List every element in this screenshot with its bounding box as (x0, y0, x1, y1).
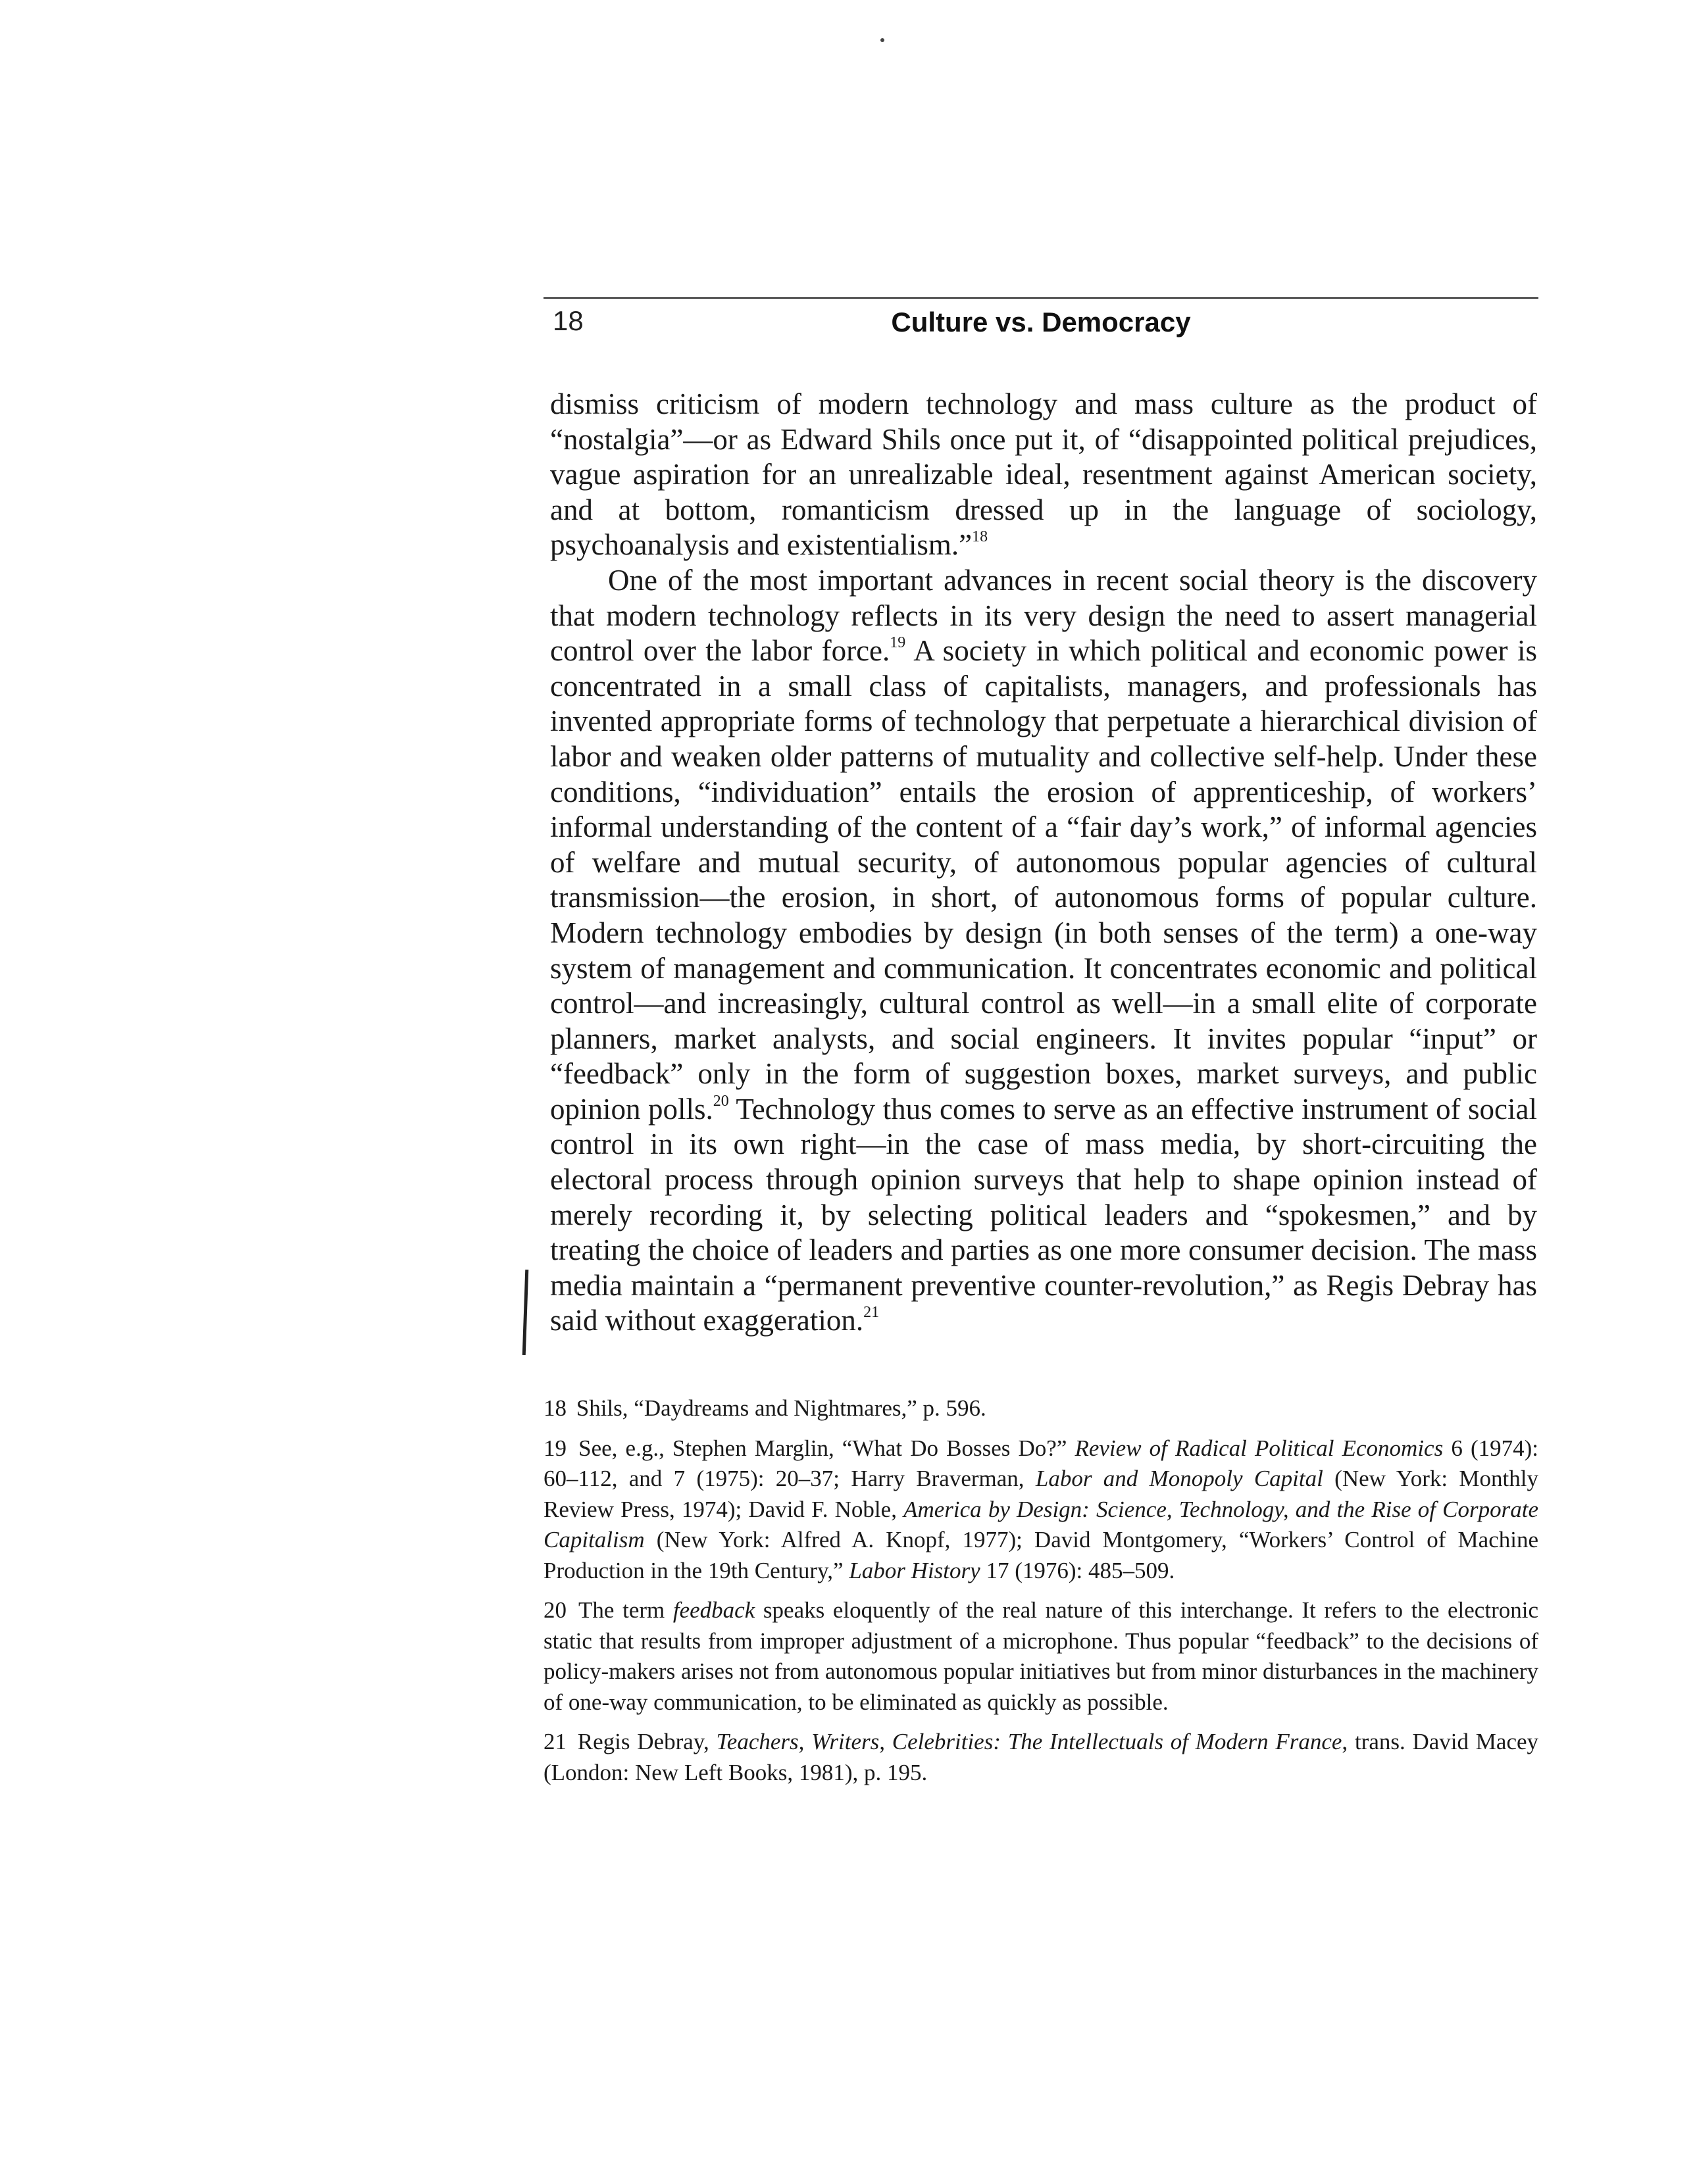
paragraph-1 (550, 387, 1537, 563)
footnote-ref-20[interactable]: 20 (713, 1092, 729, 1110)
footnote-ref-21[interactable]: 21 (863, 1304, 880, 1322)
scan-speck (880, 38, 884, 42)
book-title: Labor and Monopoly Capital (1035, 1466, 1323, 1491)
paragraph-2-part-b: A society in which political and economic power is concentrated in a small class of capitalists, managers, and professionals has invented appropriate forms of technology that perpetuate a hierarchical division of labor and weaken older patterns of mutuality and collective self-help. Under these conditions, “individuation” entails the erosion of apprenticeship, of workers’ informal understanding of the content of a “fair day’s work,” of informal agencies of welfare and mutual security, of autonomous popular agencies of cultural transmission—the erosion, in short, of autonomous forms of popular culture. Modern technology embodies by design (in both senses of the term) a one-way system of management and communication. It concentrates economic and political control—and increasingly, cultural control as well—in a small elite of corporate planners, market analysts, and social engineers. It invites popular “input” or “feedback” only in the form of suggestion boxes, market surveys, and public opinion polls. (550, 634, 1537, 1126)
book-title: America by Design: Science, Technology, and the Rise of Corporate Capitalism (544, 1496, 1539, 1552)
footnote-19 (544, 1433, 1538, 1587)
footnote-text: See, e.g., Stephen Marglin, “What Do Bosses Do?” (578, 1435, 1075, 1461)
paragraph-1-text: dismiss criticism of modern technology and mass culture as the product of “nostalgia”—or as Edward Shils once put it, of “disappointed political prejudices, vague aspiration for an unrealizable ideal, resentment against American society, and at bottom, romanticism dressed up in the language of sociology, psychoanalysis and existentialism.” (550, 387, 1537, 562)
footnote-number: 19 (544, 1435, 567, 1461)
footnotes (544, 1393, 1538, 1797)
journal-title: Labor History (849, 1557, 980, 1583)
paragraph-2 (550, 563, 1537, 1339)
footnote-text: 17 (1976): 485–509. (980, 1557, 1175, 1583)
margin-mark (522, 1270, 529, 1355)
running-title: Culture vs. Democracy (891, 307, 1191, 337)
footnote-text: speaks eloquently of the real nature of this interchange. It refers to the electronic static that results from improper adjustment of a microphone. Thus popular “feedback” to the decisions of policy-makers arises not from autonomous popular initiatives but from minor disturbances in the machinery of one-way communication, to be eliminated as quickly as possible. (544, 1597, 1538, 1715)
footnote-text: Regis Debray, (577, 1729, 717, 1754)
footnote-text: (New York: Monthly Review Press, 1974); David F. Noble, (544, 1466, 1538, 1522)
footnote-ref-18[interactable]: 18 (972, 528, 988, 546)
footnote-text: (New York: Alfred A. Knopf, 1977); David Montgomery, “Workers’ Control of Machine Production in the 19th Century,” (544, 1527, 1538, 1583)
footnote-18 (544, 1393, 1538, 1424)
footnote-ref-19[interactable]: 19 (890, 634, 906, 652)
footnote-number: 18 (544, 1395, 567, 1421)
footnote-20 (544, 1595, 1538, 1718)
footnote-number: 20 (544, 1597, 567, 1623)
paragraph-2-part-c: Technology thus comes to serve as an effective instrument of social control in its own right—in the case of mass media, by short-circuiting the electoral process through opinion surveys that help to shape opinion instead of merely recording it, by selecting political leaders and “spokesmen,” and by treating the choice of leaders and parties as one more consumer decision. The mass media maintain a “permanent preventive counter-revolution,” as Regis Debray has said without exaggeration. (550, 1092, 1537, 1337)
footnote-text: The term (578, 1597, 673, 1623)
footnote-21 (544, 1727, 1538, 1788)
paragraph-2-part-a: One of the most important advances in recent social theory is the discovery that modern technology reflects in its very design the need to assert managerial control over the labor force. (550, 563, 1537, 668)
footnote-text: Shils, “Daydreams and Nightmares,” p. 596. (576, 1395, 986, 1421)
footnote-text: , trans. David Macey (London: New Left Books, 1981), p. 195. (544, 1729, 1539, 1785)
footnote-number: 21 (544, 1729, 567, 1754)
book-title: Teachers, Writers, Celebrities: The Intellectuals of Modern France (716, 1729, 1342, 1754)
journal-title: Review of Radical Political Economics (1075, 1435, 1444, 1461)
page-number: 18 (553, 305, 584, 336)
emphasized-term: feedback (672, 1597, 755, 1623)
body-text (550, 387, 1537, 1339)
running-header (544, 297, 1538, 338)
footnote-text: 6 (1974): 60–112, and 7 (1975): 20–37; Harry Braverman, (544, 1435, 1538, 1491)
